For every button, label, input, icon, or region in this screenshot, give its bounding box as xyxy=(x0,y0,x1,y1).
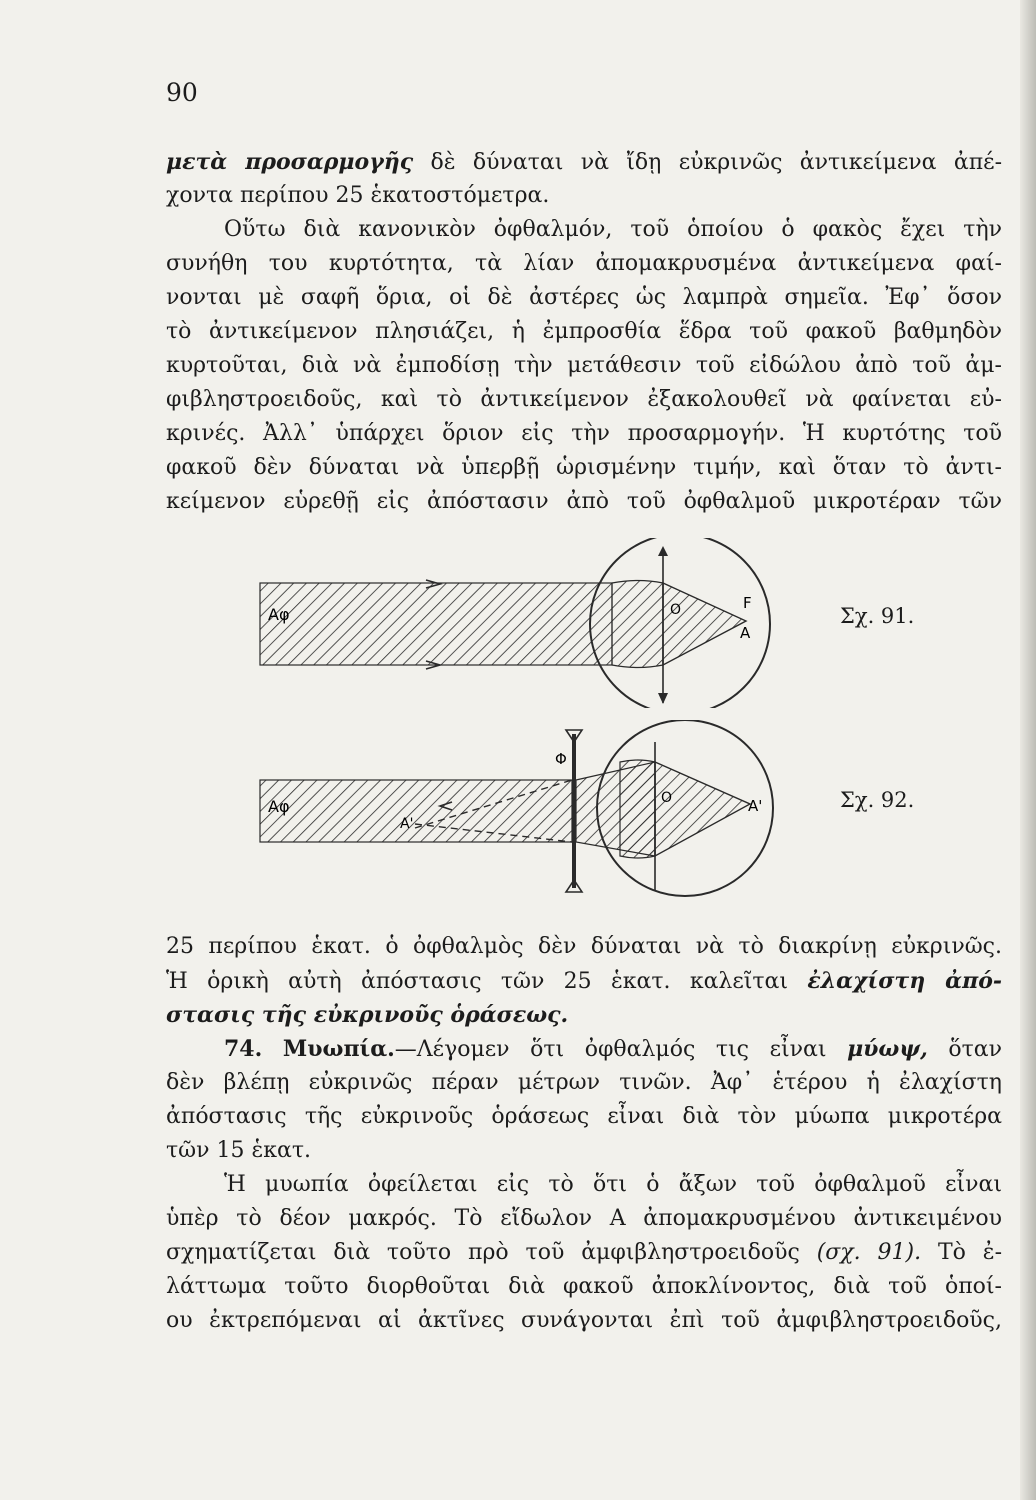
converging-cone xyxy=(663,583,746,665)
text-line: χοντα περίπου 25 ἑκατοστόμετρα. xyxy=(166,183,550,208)
section-number: 74. xyxy=(224,1036,263,1062)
text-span: Τὸ ἐ- xyxy=(937,1240,1003,1265)
arrow-down-icon xyxy=(658,693,668,704)
eye-lens xyxy=(620,760,655,858)
text-line: Οὕτω διὰ κανονικὸν ὀφθαλμόν, τοῦ ὁποίου ὁ φακὸς ἔχει τὴν xyxy=(224,217,1002,242)
text-line: 25 περίπου ἑκατ. ὁ ὀφθαλμὸς δὲν δύναται νὰ τὸ διακρίνῃ εὐκρινῶς. xyxy=(166,934,1002,959)
text-line xyxy=(166,964,1002,998)
text-line: κείμενον εὑρεθῇ εἰς ἀπόστασιν ἀπὸ τοῦ ὀφθαλμοῦ μικροτέραν τῶν xyxy=(166,489,1002,514)
text-line: φιβληστροειδοῦς, καὶ τὸ ἀντικείμενον ἐξακολουθεῖ νὰ φαίνεται εὐ- xyxy=(166,387,1002,412)
arrow-up-icon xyxy=(658,546,668,556)
text-line: τῶν 15 ἑκατ. xyxy=(166,1138,312,1163)
parallel-beam xyxy=(260,780,572,842)
figure-92 xyxy=(160,720,960,898)
center-label: Ο xyxy=(670,602,682,618)
text-line: κρινές. Ἀλλ᾽ ὑπάρχει ὅριον εἰς τὴν προσαρμογήν. Ἡ κυρτότης τοῦ xyxy=(166,421,1002,446)
object-label: Αφ xyxy=(268,797,290,816)
focus-label: F xyxy=(743,594,752,612)
text-span: σχηματίζεται διὰ τοῦτο πρὸ τοῦ ἀμφιβληστροειδοῦς xyxy=(166,1240,800,1265)
text-line xyxy=(166,145,1002,179)
figure-caption: Σχ. 92. xyxy=(840,788,915,812)
text-span: Ἡ ὁρικὴ αὐτὴ ἀπόστασις τῶν 25 ἑκατ. καλεῖται xyxy=(166,969,789,994)
emphasis-term: μετὰ προσαρμογῆς xyxy=(166,149,414,175)
text-line: κυρτοῦται, διὰ νὰ ἐμποδίσῃ τὴν μετάθεσιν τοῦ εἰδώλου ἀπὸ τοῦ ἀμ- xyxy=(166,353,1002,378)
text-line xyxy=(166,998,1002,1032)
emphasis-term: στασις τῆς εὐκρινοῦς ὁράσεως. xyxy=(166,1002,569,1028)
text-span: ὅταν xyxy=(948,1037,1002,1062)
image-label: Α xyxy=(740,624,751,642)
text-line: φακοῦ δὲν δύναται νὰ ὑπερβῇ ὡρισμένην τιμήν, καὶ ὅταν τὸ ἀντι- xyxy=(166,455,1002,480)
lens-label: Φ xyxy=(555,750,567,768)
image-label: Α' xyxy=(748,797,763,815)
text-line: ἀπόστασις τῆς εὐκρινοῦς ὁράσεως εἶναι διὰ τὸν μύωπα μικροτέρα xyxy=(166,1104,1002,1129)
text-line: λάττωμα τοῦτο διορθοῦται διὰ φακοῦ ἀποκλίνοντος, διὰ τοῦ ὁποί- xyxy=(166,1274,1002,1299)
text-line: νονται μὲ σαφῆ ὅρια, οἱ δὲ ἀστέρες ὡς λαμπρὰ σημεῖα. Ἐφ᾽ ὅσον xyxy=(166,285,1002,310)
figure-reference: (σχ. 91). xyxy=(816,1240,922,1265)
top-text-block xyxy=(166,145,1002,519)
text-line: ὑπὲρ τὸ δέον μακρός. Τὸ εἴδωλον Α ἀπομακρυσμένου ἀντικειμένου xyxy=(166,1206,1002,1231)
text-line: δὲν βλέπῃ εὐκρινῶς πέραν μέτρων τινῶν. Ἀφ᾽ ἑτέρου ἡ ἐλαχίστη xyxy=(166,1070,1002,1095)
emphasis-term: μύωψ, xyxy=(847,1036,928,1062)
text-line xyxy=(166,1236,1002,1270)
text-line: συνήθη του κυρτότητα, τὰ λίαν ἀπομακρυσμένα ἀντικείμενα φαί- xyxy=(166,251,1002,276)
figure-caption: Σχ. 91. xyxy=(840,604,915,628)
object-label: Αφ xyxy=(268,605,290,624)
page-edge xyxy=(1020,0,1036,1500)
text-line: ου ἐκτρεπόμεναι αἱ ἀκτῖνες συνάγονται ἐπὶ τοῦ ἀμφιβληστροειδοῦς, xyxy=(166,1308,1002,1333)
text-line: τὸ ἀντικείμενον πλησιάζει, ἡ ἐμπροσθία ἕδρα τοῦ φακοῦ βαθμηδὸν xyxy=(166,319,1002,344)
emphasis-term: ἐλαχίστη ἀπό- xyxy=(807,968,1003,994)
text-span: δὲ δύναται νὰ ἴδῃ εὐκρινῶς ἀντικείμενα ἀπέ- xyxy=(430,150,1002,175)
virtual-image-label: Α' xyxy=(400,816,414,832)
section-heading: Μυωπία. xyxy=(282,1036,395,1062)
figure-91 xyxy=(160,538,960,708)
text-span: —Λέγομεν ὅτι ὀφθαλμός τις εἶναι xyxy=(394,1037,827,1062)
center-label: Ο xyxy=(661,790,673,806)
parallel-beam xyxy=(260,583,612,665)
converging-cone xyxy=(655,762,750,856)
text-line: Ἡ μυωπία ὀφείλεται εἰς τὸ ὅτι ὁ ἄξων τοῦ ὀφθαλμοῦ εἶναι xyxy=(224,1172,1002,1197)
bottom-text-block xyxy=(166,930,1002,1338)
page-number: 90 xyxy=(166,78,198,107)
text-line xyxy=(166,1032,1002,1066)
eye-lens xyxy=(612,581,663,668)
